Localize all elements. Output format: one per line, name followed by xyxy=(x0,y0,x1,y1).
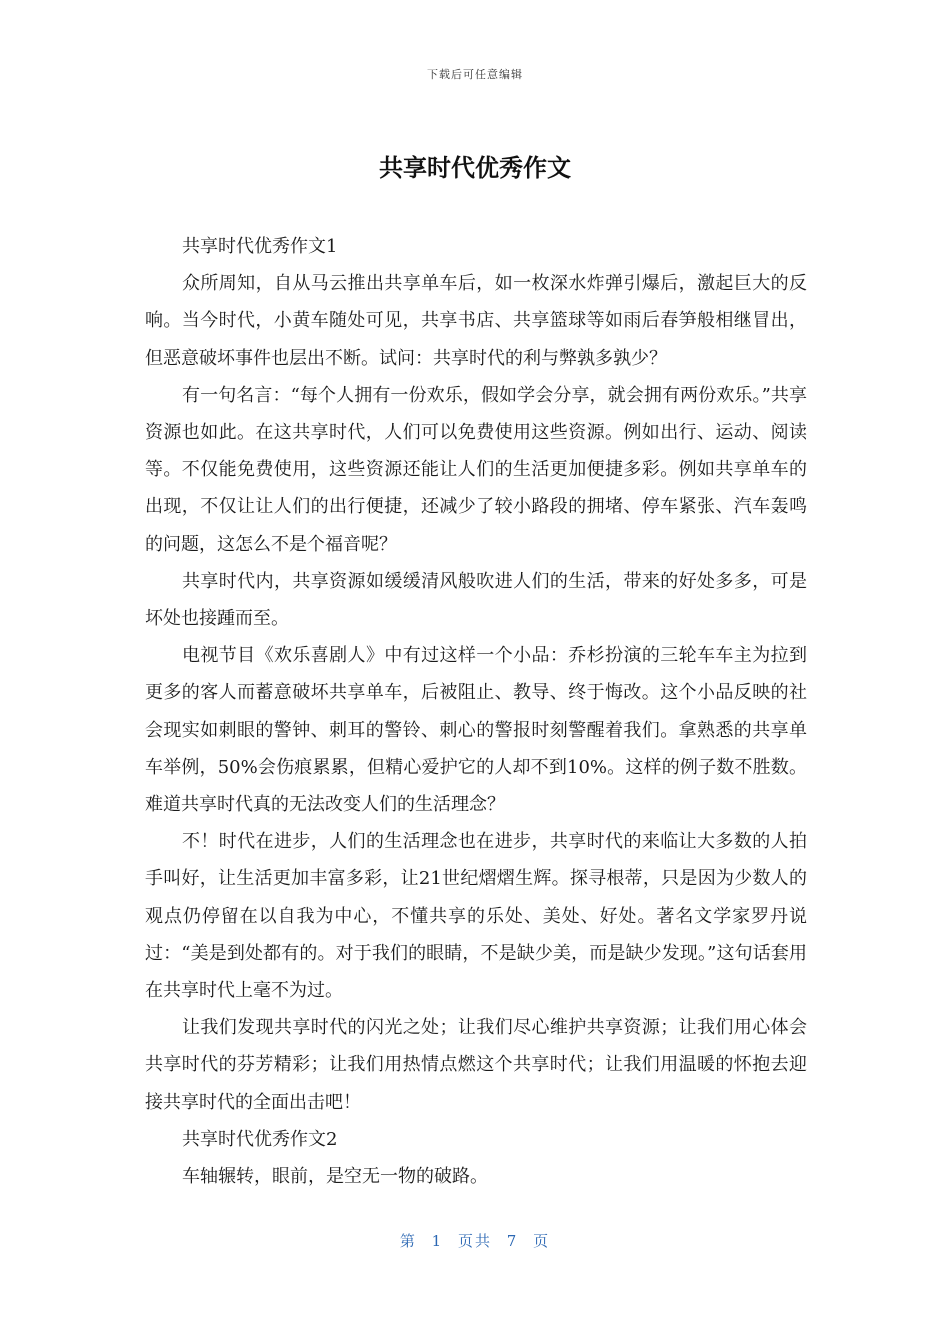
paragraph: 有一句名言：“每个人拥有一份欢乐，假如学会分享，就会拥有两份欢乐。”共享资源也如此。在这共享时代，人们可以免费使用这些资源。例如出行、运动、阅读等。不仅能免费使用，这些资源还能让人们的生活更加便捷多彩。例如共享单车的出现，不仅让让人们的出行便捷，还减少了较小路段的拥堵、停车紧张、汽车轰鸣的问题，这怎么不是个福音呢？ xyxy=(145,384,807,555)
footer-suffix: 页 xyxy=(533,1232,551,1250)
header-note: 下载后可任意编辑 xyxy=(427,68,523,81)
page-footer xyxy=(0,1230,950,1251)
footer-middle: 页共 xyxy=(457,1232,492,1250)
footer-total-pages: 7 xyxy=(506,1232,519,1250)
paragraph: 让我们发现共享时代的闪光之处；让我们尽心维护共享资源；让我们用心体会共享时代的芬芳精彩；让我们用热情点燃这个共享时代；让我们用温暖的怀抱去迎接共享时代的全面出击吧！ xyxy=(145,1017,807,1113)
paragraph: 车轴辗转，眼前，是空无一物的破路。 xyxy=(182,1166,488,1188)
paragraph: 共享时代内，共享资源如缓缓清风般吹进人们的生活，带来的好处多多，可是坏处也接踵而至。 xyxy=(145,570,807,630)
footer-prefix: 第 xyxy=(399,1232,417,1250)
paragraph: 众所周知，自从马云推出共享单车后，如一枚深水炸弹引爆后，激起巨大的反响。当今时代，小黄车随处可见，共享书店、共享篮球等如雨后春笋般相继冒出，但恶意破坏事件也层出不断。试问：共享时代的利与弊孰多孰少？ xyxy=(145,273,807,369)
section-heading-2: 共享时代优秀作文2 xyxy=(182,1128,338,1150)
section-heading-1: 共享时代优秀作文1 xyxy=(182,236,338,257)
paragraph: 不！时代在进步，人们的生活理念也在进步，共享时代的来临让大多数的人拍手叫好，让生活更加丰富多彩，让21世纪熠熠生辉。探寻根蒂，只是因为少数人的观点仍停留在以自我为中心，不懂共享的乐处、美处、好处。著名文学家罗丹说过：“美是到处都有的。对于我们的眼睛，不是缺少美，而是缺少发现。”这句话套用在共享时代上毫不为过。 xyxy=(145,831,807,1002)
paragraph: 电视节目《欢乐喜剧人》中有过这样一个小品：乔杉扮演的三轮车车主为拉到更多的客人而蓄意破坏共享单车，后被阻止、教导、终于悔改。这个小品反映的社会现实如刺眼的警钟、刺耳的警铃、刺心的警报时刻警醒着我们。拿熟悉的共享单车举例，50%会伤痕累累，但精心爱护它的人却不到10%。这样的例子数不胜数。难道共享时代真的无法改变人们的生活理念？ xyxy=(145,645,807,816)
footer-current-page: 1 xyxy=(431,1232,444,1250)
document-body xyxy=(145,228,807,1195)
page-title: 共享时代优秀作文 xyxy=(379,154,571,182)
